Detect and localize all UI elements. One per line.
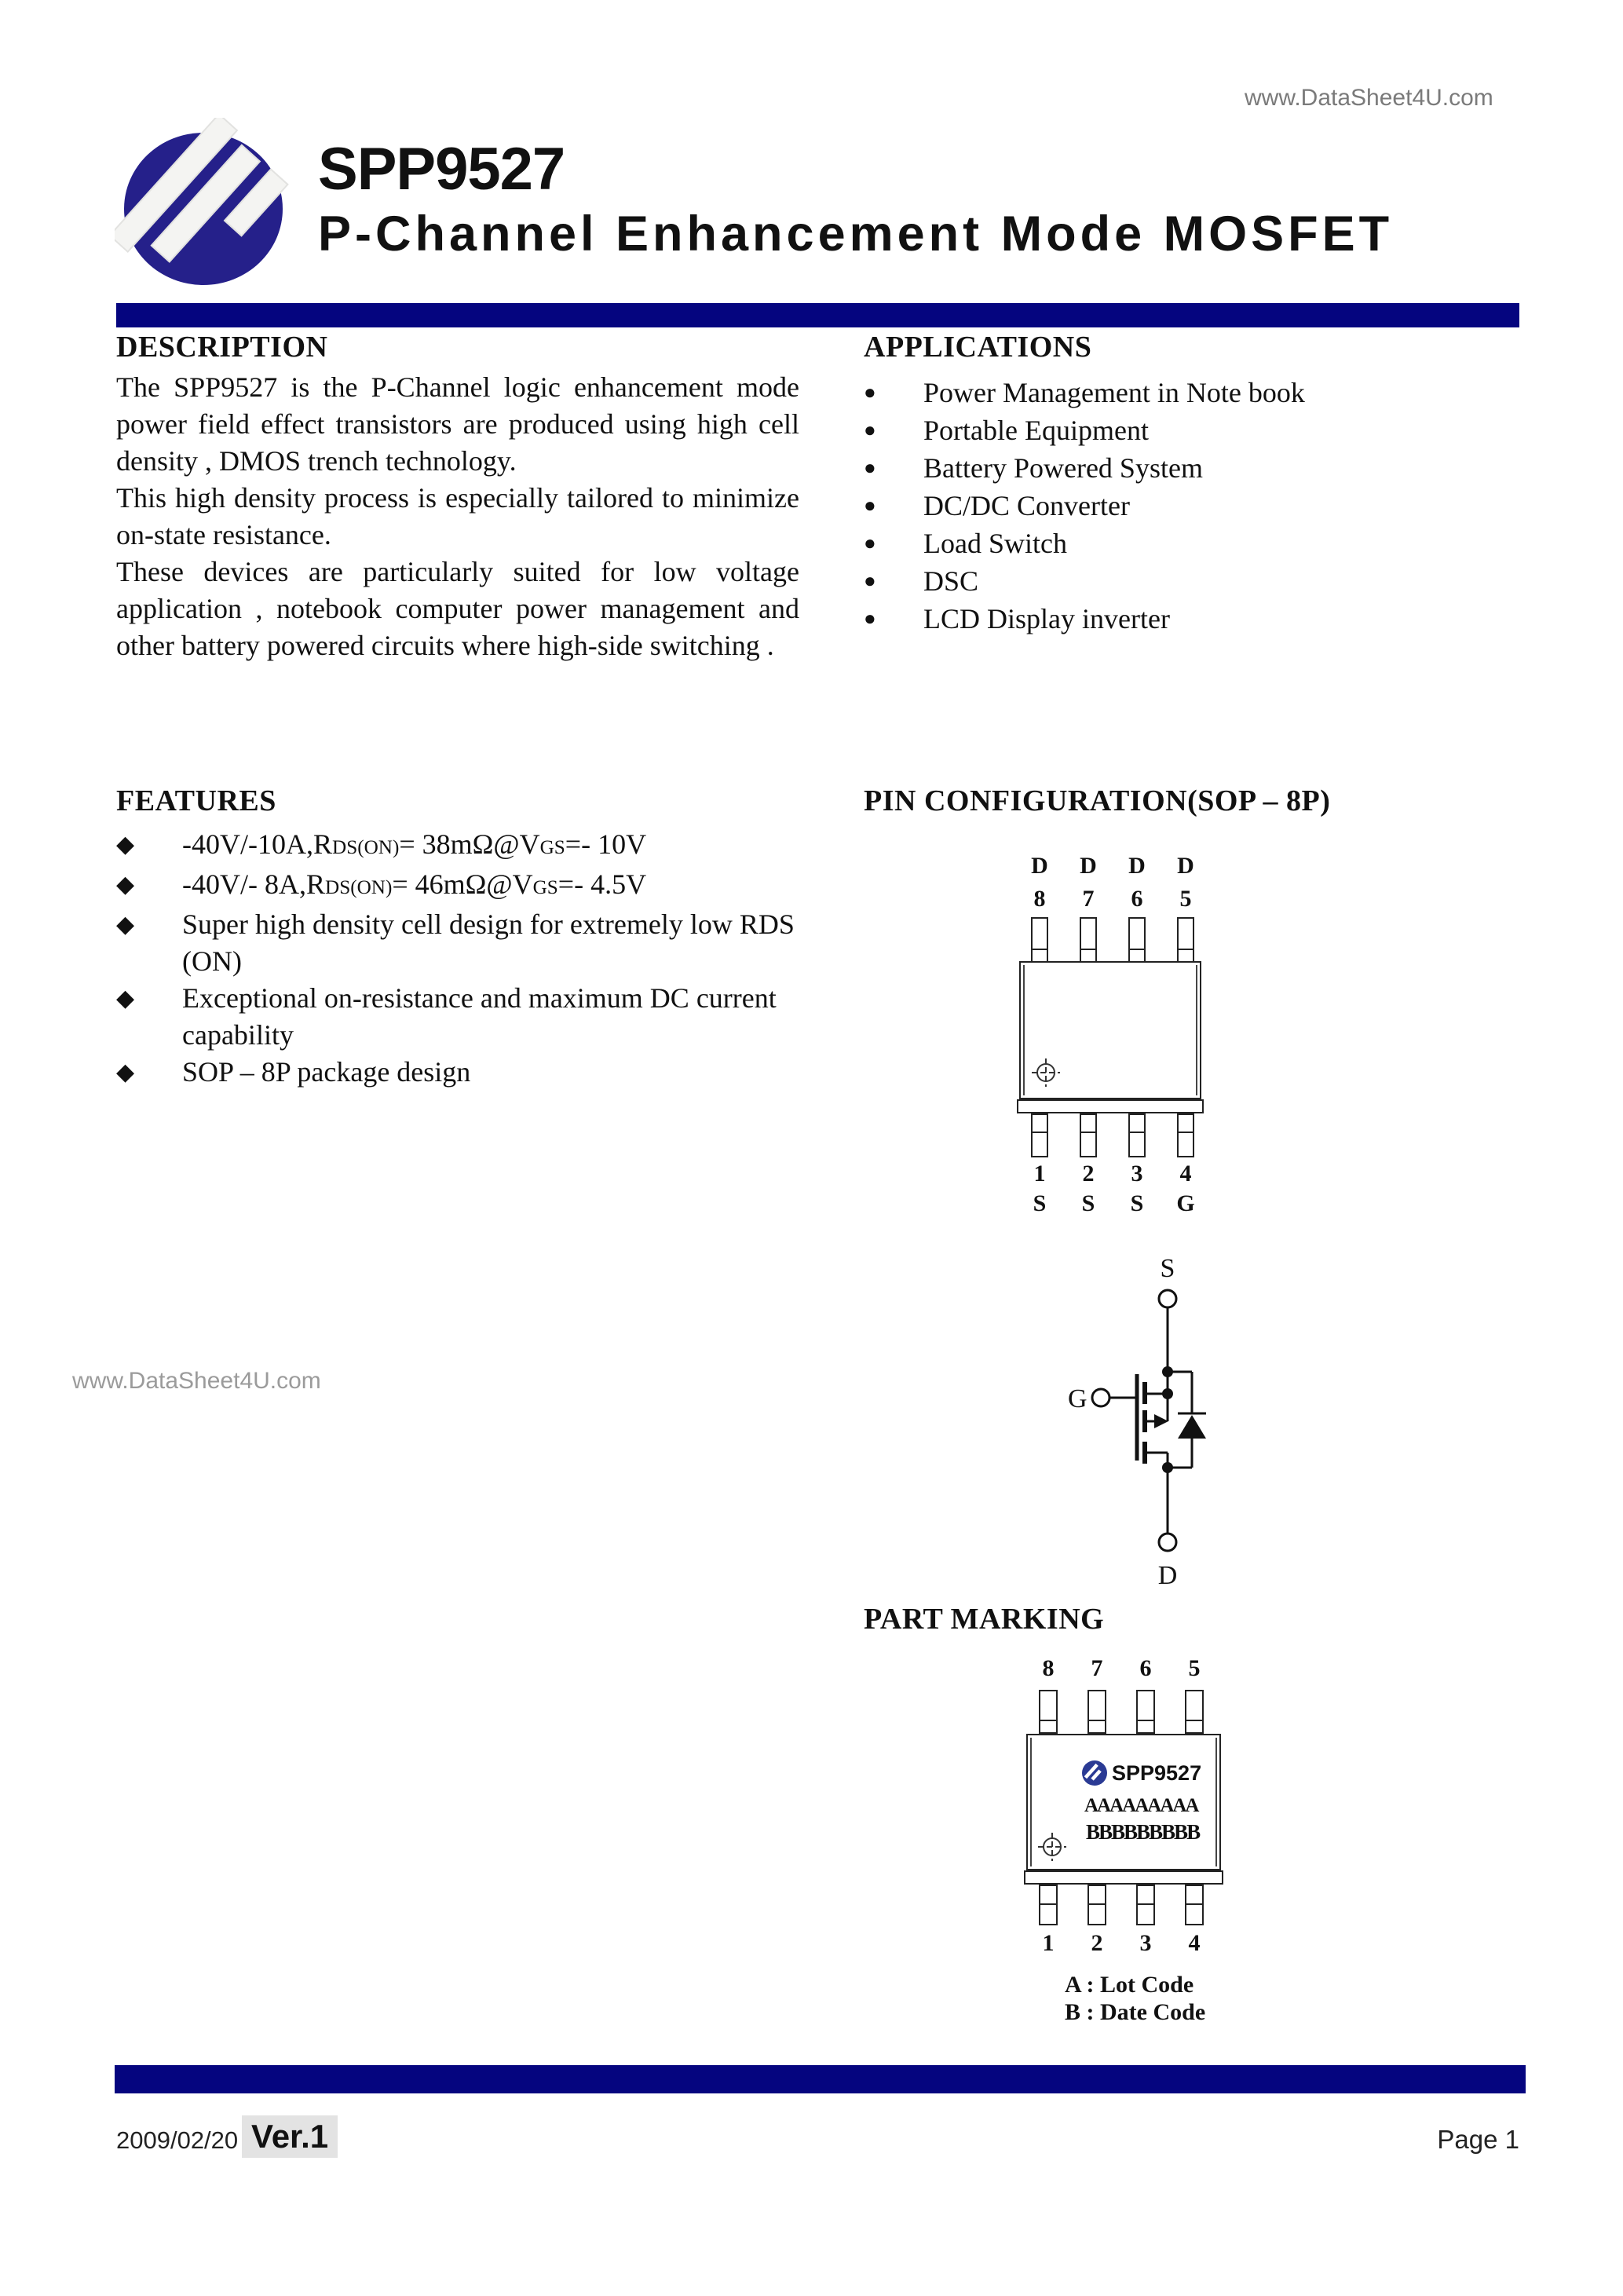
pin-leg xyxy=(1039,1885,1058,1925)
mosfet-source-label: S xyxy=(1160,1254,1175,1283)
features-item-label xyxy=(182,980,834,1054)
applications-item-label: Battery Powered System xyxy=(923,452,1203,484)
pin-leg-shoulder-line xyxy=(1138,1720,1153,1721)
features-item xyxy=(116,1054,846,1091)
footer-version-badge: Ver.1 xyxy=(242,2115,338,2158)
top-pin-number: 6 xyxy=(1139,1655,1152,1681)
marking-legend-lot: A : Lot Code xyxy=(1065,1972,1194,1998)
package-bottom-bevel xyxy=(1024,1870,1223,1885)
mosfet-gate-label: G xyxy=(1068,1384,1087,1413)
pin1-crosshair-icon xyxy=(1032,1058,1060,1091)
bottom-pin-number: 3 xyxy=(1131,1161,1143,1186)
pin-leg xyxy=(1087,1885,1106,1925)
bullet-icon: ● xyxy=(864,381,876,404)
diamond-bullet-icon: ◆ xyxy=(116,872,135,898)
features-item-label xyxy=(182,1054,834,1091)
top-pin-function-label: D xyxy=(1177,853,1194,879)
company-logo-icon xyxy=(115,118,302,304)
applications-heading: APPLICATIONS xyxy=(864,331,1092,364)
features-text-segment: = 38mΩ@V xyxy=(399,828,540,860)
pin-leg-shoulder-line xyxy=(1186,1903,1202,1905)
bottom-pin-function-label: S xyxy=(1130,1190,1144,1216)
pin-leg-shoulder-line xyxy=(1089,1720,1105,1721)
pin-leg-shoulder-line xyxy=(1040,1720,1056,1721)
features-list xyxy=(116,826,846,1091)
pin-configuration-heading: PIN CONFIGURATION(SOP – 8P) xyxy=(864,784,1331,817)
pin-leg xyxy=(1185,1885,1204,1925)
description-heading: DESCRIPTION xyxy=(116,331,328,364)
pin-leg xyxy=(1031,917,1048,963)
bottom-pin-number: 2 xyxy=(1082,1161,1095,1186)
pin-leg xyxy=(1031,1113,1048,1157)
bottom-pin-number: 4 xyxy=(1188,1930,1201,1956)
description-paragraph: The SPP9527 is the P-Channel logic enhancement mode power field effect transistors are produced using high cell density , DMOS trench technology. xyxy=(116,371,799,477)
features-item xyxy=(116,866,846,906)
features-item xyxy=(116,906,846,980)
top-pin-function-label: D xyxy=(1128,853,1146,879)
part-marking-heading: PART MARKING xyxy=(864,1603,1105,1636)
mosfet-symbol-diagram xyxy=(1060,1250,1233,1592)
top-pin-number: 7 xyxy=(1082,886,1095,912)
footer-divider-bar xyxy=(115,2065,1526,2093)
top-pin-number: 5 xyxy=(1179,886,1192,912)
page-title: SPP9527 xyxy=(318,136,565,203)
pin-leg xyxy=(1080,1113,1097,1157)
features-item xyxy=(116,826,846,866)
top-pin-number: 5 xyxy=(1188,1655,1201,1681)
applications-item xyxy=(864,374,1539,411)
bullet-icon: ● xyxy=(864,494,876,517)
marking-legend xyxy=(1065,1971,1205,2026)
bullet-icon: ● xyxy=(864,532,876,554)
diamond-bullet-icon: ◆ xyxy=(116,832,135,857)
applications-item xyxy=(864,525,1539,562)
features-text-segment: GS xyxy=(532,877,558,898)
pin-leg xyxy=(1128,1113,1146,1157)
bullet-icon: ● xyxy=(864,607,876,630)
pin-leg-shoulder-line xyxy=(1138,1903,1153,1905)
bottom-pin-number: 1 xyxy=(1042,1930,1055,1956)
bottom-pin-number: 2 xyxy=(1091,1930,1103,1956)
marking-lot-code-row: AAAAAAAAA xyxy=(1084,1795,1198,1816)
bottom-pin-number: 4 xyxy=(1179,1161,1192,1186)
site-url-top: www.DataSheet4U.com xyxy=(1245,85,1493,111)
applications-list xyxy=(864,374,1539,638)
pin1-crosshair-icon xyxy=(1038,1833,1066,1865)
features-text-segment: SOP – 8P package design xyxy=(182,1056,471,1088)
top-pin-number: 8 xyxy=(1042,1655,1055,1681)
pin-leg xyxy=(1136,1885,1155,1925)
pin-leg-shoulder-line xyxy=(1130,1132,1144,1133)
features-text-segment: Super high density cell design for extremely low RDS (ON) xyxy=(182,909,795,977)
features-text-segment: -40V/- 8A,R xyxy=(182,868,325,900)
applications-item-label: Portable Equipment xyxy=(923,415,1149,446)
pin-leg xyxy=(1039,1690,1058,1734)
pin-leg xyxy=(1185,1690,1204,1734)
applications-item-label: DC/DC Converter xyxy=(923,490,1130,521)
mosfet-drain-label: D xyxy=(1157,1561,1178,1588)
diamond-bullet-icon: ◆ xyxy=(116,1059,135,1085)
bullet-icon: ● xyxy=(864,419,876,441)
pin-leg xyxy=(1136,1690,1155,1734)
top-pin-function-label: D xyxy=(1031,853,1048,879)
marking-date-code-row: BBBBBBBBB xyxy=(1086,1820,1200,1844)
body-diode-icon xyxy=(1178,1415,1206,1439)
top-pin-number: 6 xyxy=(1131,886,1143,912)
pin-leg-shoulder-line xyxy=(1081,1132,1095,1133)
applications-item xyxy=(864,411,1539,449)
features-text-segment: -40V/-10A,R xyxy=(182,828,332,860)
features-item xyxy=(116,980,846,1054)
channel-arrow-icon xyxy=(1154,1414,1168,1428)
features-text-segment: =- 10V xyxy=(565,828,647,860)
top-pin-number: 7 xyxy=(1091,1655,1103,1681)
applications-item xyxy=(864,600,1539,638)
bullet-icon: ● xyxy=(864,456,876,479)
bottom-pin-function-label: G xyxy=(1176,1190,1195,1216)
features-text-segment: =- 4.5V xyxy=(557,868,647,900)
pin-leg-shoulder-line xyxy=(1040,1903,1056,1905)
applications-item xyxy=(864,562,1539,600)
applications-item xyxy=(864,487,1539,525)
pin-leg-shoulder-line xyxy=(1130,949,1144,950)
marking-logo-icon xyxy=(1081,1760,1108,1790)
features-text-segment: = 46mΩ@V xyxy=(392,868,533,900)
top-pin-function-label: D xyxy=(1080,853,1097,879)
features-text-segment: DS(ON) xyxy=(325,877,393,898)
pin-leg-shoulder-line xyxy=(1033,949,1047,950)
pin-leg-shoulder-line xyxy=(1179,1132,1193,1133)
applications-item-label: Load Switch xyxy=(923,528,1067,559)
features-text-segment: DS(ON) xyxy=(332,837,400,858)
pin-leg-shoulder-line xyxy=(1186,1720,1202,1721)
bottom-pin-function-label: S xyxy=(1033,1190,1047,1216)
pin-leg xyxy=(1087,1690,1106,1734)
diamond-bullet-icon: ◆ xyxy=(116,912,135,938)
pin-leg-shoulder-line xyxy=(1089,1903,1105,1905)
pin-leg xyxy=(1080,917,1097,963)
package-bottom-bevel xyxy=(1017,1099,1204,1113)
top-pin-number: 8 xyxy=(1033,886,1046,912)
applications-item-label: Power Management in Note book xyxy=(923,377,1305,408)
pin-leg xyxy=(1177,1113,1194,1157)
bottom-pin-number: 1 xyxy=(1033,1161,1046,1186)
description-paragraph: These devices are particularly suited for low voltage application , notebook computer power management and other battery powered circuits where high-side switching . xyxy=(116,556,799,661)
watermark: www.DataSheet4U.com xyxy=(72,1368,321,1394)
pin-leg xyxy=(1177,917,1194,963)
footer-date: 2009/02/20 xyxy=(116,2126,239,2154)
diamond-bullet-icon: ◆ xyxy=(116,985,135,1011)
pin-leg xyxy=(1128,917,1146,963)
description-body xyxy=(116,369,799,664)
bottom-pin-number: 3 xyxy=(1139,1930,1152,1956)
features-item-label xyxy=(182,906,834,980)
pin-leg-shoulder-line xyxy=(1081,949,1095,950)
marking-legend-date: B : Date Code xyxy=(1065,1999,1206,2025)
features-item-label xyxy=(182,826,834,866)
applications-item xyxy=(864,449,1539,487)
applications-item-label: DSC xyxy=(923,565,979,597)
pin-leg-shoulder-line xyxy=(1179,949,1193,950)
page-subtitle: P-Channel Enhancement Mode MOSFET xyxy=(318,207,1394,261)
bullet-icon: ● xyxy=(864,569,876,592)
features-item-label xyxy=(182,866,834,906)
description-paragraph: This high density process is especially tailored to minimize on-state resistance. xyxy=(116,482,799,550)
marking-part-number: SPP9527 xyxy=(1112,1761,1202,1785)
header-divider-bar xyxy=(116,303,1519,327)
pin-leg-shoulder-line xyxy=(1033,1132,1047,1133)
footer-page-number: Page 1 xyxy=(1437,2125,1519,2154)
applications-item-label: LCD Display inverter xyxy=(923,603,1170,634)
features-text-segment: Exceptional on-resistance and maximum DC current capability xyxy=(182,982,777,1051)
bottom-pin-function-label: S xyxy=(1081,1190,1095,1216)
features-text-segment: GS xyxy=(539,837,565,858)
features-heading: FEATURES xyxy=(116,784,276,817)
